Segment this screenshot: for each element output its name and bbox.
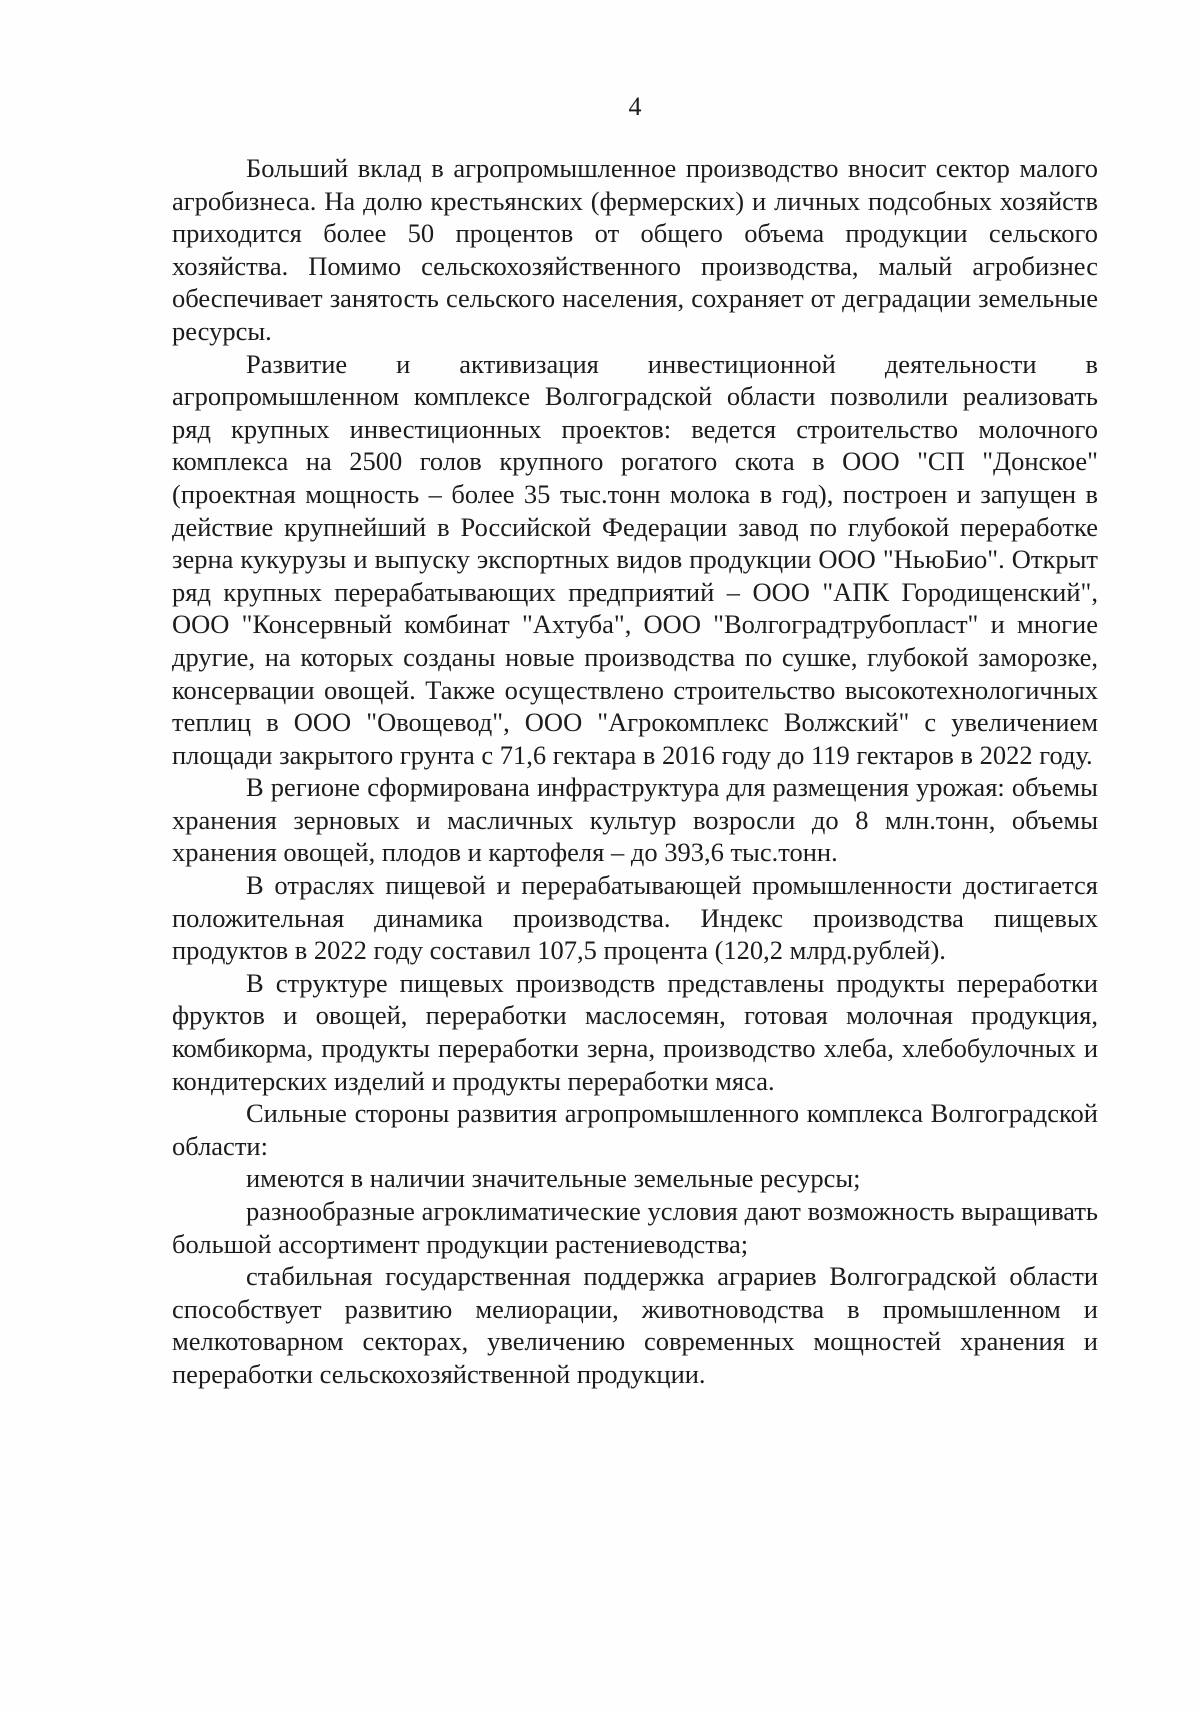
list-item-state-support: стабильная государственная поддержка аграриев Волгоградской области способствует развитию мелиорации, животноводства в промышленном и мелкотоварном секторах, увеличению современных мощностей хранения и переработки сельскохозяйственной продукции. bbox=[172, 1261, 1098, 1389]
document-body bbox=[172, 152, 1098, 1391]
paragraph-food-industry-dynamics: В отраслях пищевой и перерабатывающей промышленности достигается положительная динамика производства. Индекс производства пищевых продуктов в 2022 году составил 107,5 процента (120,2 млрд.рублей). bbox=[172, 870, 1098, 966]
paragraph-food-production-structure: В структуре пищевых производств представлены продукты переработки фруктов и овощей, переработки маслосемян, готовая молочная продукция, комбикорма, продукты переработки зерна, производство хлеба, хлебобулочных и кондитерских изделий и продукты переработки мяса. bbox=[172, 967, 1098, 1096]
list-item-land-resources: имеются в наличии значительные земельные ресурсы; bbox=[246, 1163, 861, 1194]
page-number: 4 bbox=[628, 92, 642, 121]
paragraph-storage-infrastructure: В регионе сформирована инфраструктура для размещения урожая: объемы хранения зерновых и масличных культур возросли до 8 млн.тонн, объемы хранения овощей, плодов и картофеля – до 393,6 тыс.тонн. bbox=[172, 772, 1098, 868]
paragraph-strengths-heading: Сильные стороны развития агропромышленного комплекса Волгоградской области: bbox=[172, 1098, 1098, 1161]
list-item-agroclimatic-conditions: разнообразные агроклиматические условия дают возможность выращивать большой ассортимент продукции растениеводства; bbox=[172, 1196, 1098, 1259]
paragraph-investment-projects: Развитие и активизация инвестиционной деятельности в агропромышленном комплексе Волгоградской области позволили реализовать ряд крупных инвестиционных проектов: ведется строительство молочного комплекса на 2500 голов крупного рогатого скота в ООО "СП "Донское" (проектная мощность – более 35 тыс.тонн молока в год), построен и запущен в действие крупнейший в Российской Федерации завод по глубокой переработке зерна кукурузы и выпуску экспортных видов продукции ООО "НьюБио". Открыт ряд крупных перерабатывающих предприятий – ООО "АПК Городищенский", ООО "Консервный комбинат "Ахтуба", ООО "Волгоградтрубопласт" и многие другие, на которых созданы новые производства по сушке, глубокой заморозке, консервации овощей. Также осуществлено строительство высокотехнологичных теплиц в ООО "Овощевод", ООО "Агрокомплекс Волжский" с увеличением площади закрытого грунта с 71,6 гектара в 2016 году до 119 гектаров в 2022 году. bbox=[172, 348, 1098, 770]
paragraph-small-agribusiness: Больший вклад в агропромышленное производство вносит сектор малого агробизнеса. На долю крестьянских (фермерских) и личных подсобных хозяйств приходится более 50 процентов от общего объема продукции сельского хозяйства. Помимо сельскохозяйственного производства, малый агробизнес обеспечивает занятость сельского населения, сохраняет от деградации земельные ресурсы. bbox=[172, 153, 1098, 346]
